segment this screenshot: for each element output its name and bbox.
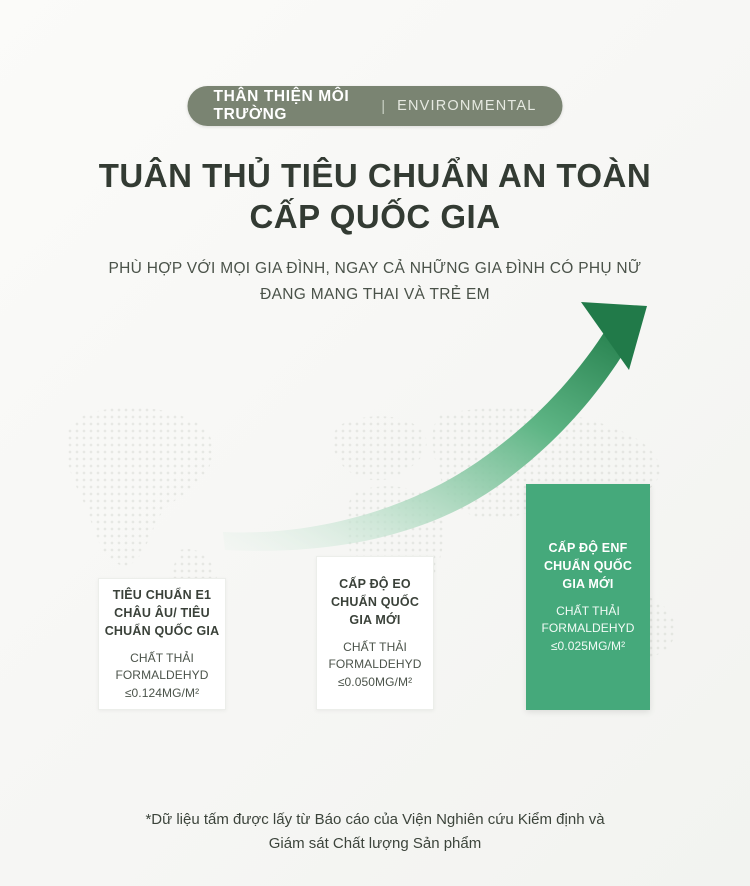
- source-footnote: [0, 808, 750, 856]
- page-subtitle-line1: PHÙ HỢP VỚI MỌI GIA ĐÌNH, NGAY CẢ NHỮNG GIA ĐÌNH CÓ PHỤ NỮ: [108, 260, 642, 277]
- standard-card-e0-value-line1: CHẤT THẢI: [343, 640, 407, 655]
- standard-card-e0-title-line1: CẤP ĐỘ EO: [339, 576, 411, 591]
- standard-card-enf: [526, 484, 650, 710]
- source-footnote-line1: *Dữ liệu tấm được lấy từ Báo cáo của Viện Nghiên cứu Kiểm định và: [145, 811, 605, 828]
- standard-card-e1-title-line2: CHÂU ÂU/ TIÊU: [114, 605, 210, 620]
- standard-card-enf-value: [541, 603, 634, 655]
- standard-card-e1-value-line3: ≤0.124MG/M²: [124, 685, 200, 700]
- badge-sub-label: ENVIRONMENTAL: [397, 98, 537, 114]
- page-title: [0, 155, 750, 238]
- standard-card-e0-title: [331, 575, 419, 629]
- standard-card-enf-title: [544, 539, 632, 593]
- standard-card-e0: [316, 556, 434, 710]
- standard-card-e1-value: [115, 650, 208, 702]
- standard-card-e0-value-line3: ≤0.050MG/M²: [337, 674, 413, 689]
- standard-card-enf-value-line2: FORMALDEHYD: [541, 621, 635, 636]
- source-footnote-line2: Giám sát Chất lượng Sản phẩm: [268, 835, 482, 852]
- page-subtitle-line2: ĐANG MANG THAI VÀ TRẺ EM: [260, 286, 490, 304]
- standard-card-enf-value-line1: CHẤT THẢI: [556, 604, 620, 619]
- page-title-line1: TUÂN THỦ TIÊU CHUẨN AN TOÀN: [98, 157, 652, 194]
- standard-card-e0-value-line2: FORMALDEHYD: [328, 657, 422, 672]
- standard-card-enf-title-line3: GIA MỚI: [562, 576, 614, 591]
- environmental-badge: [188, 86, 563, 126]
- standard-card-e1-title: [105, 586, 220, 640]
- page-title-line2: CẤP QUỐC GIA: [249, 198, 501, 236]
- standard-card-e1-title-line3: CHUẨN QUỐC GIA: [104, 623, 220, 638]
- standard-card-enf-title-line1: CẤP ĐỘ ENF: [548, 540, 628, 555]
- badge-separator: |: [381, 97, 386, 115]
- standard-card-e1-value-line2: FORMALDEHYD: [115, 668, 209, 683]
- standard-card-e0-title-line3: GIA MỚI: [349, 612, 401, 627]
- standard-card-e1-value-line1: CHẤT THẢI: [130, 651, 194, 666]
- badge-main-label: THÂN THIỆN MÔI TRƯỜNG: [213, 88, 350, 123]
- standard-card-enf-title-line2: CHUẨN QUỐC: [543, 558, 633, 573]
- standard-card-e0-value: [328, 639, 421, 691]
- standard-card-enf-value-line3: ≤0.025MG/M²: [550, 638, 626, 653]
- standard-card-e0-title-line2: CHUẨN QUỐC: [330, 594, 420, 609]
- standard-card-e1: [98, 578, 226, 710]
- standard-card-e1-title-line1: TIÊU CHUẨN E1: [112, 587, 212, 602]
